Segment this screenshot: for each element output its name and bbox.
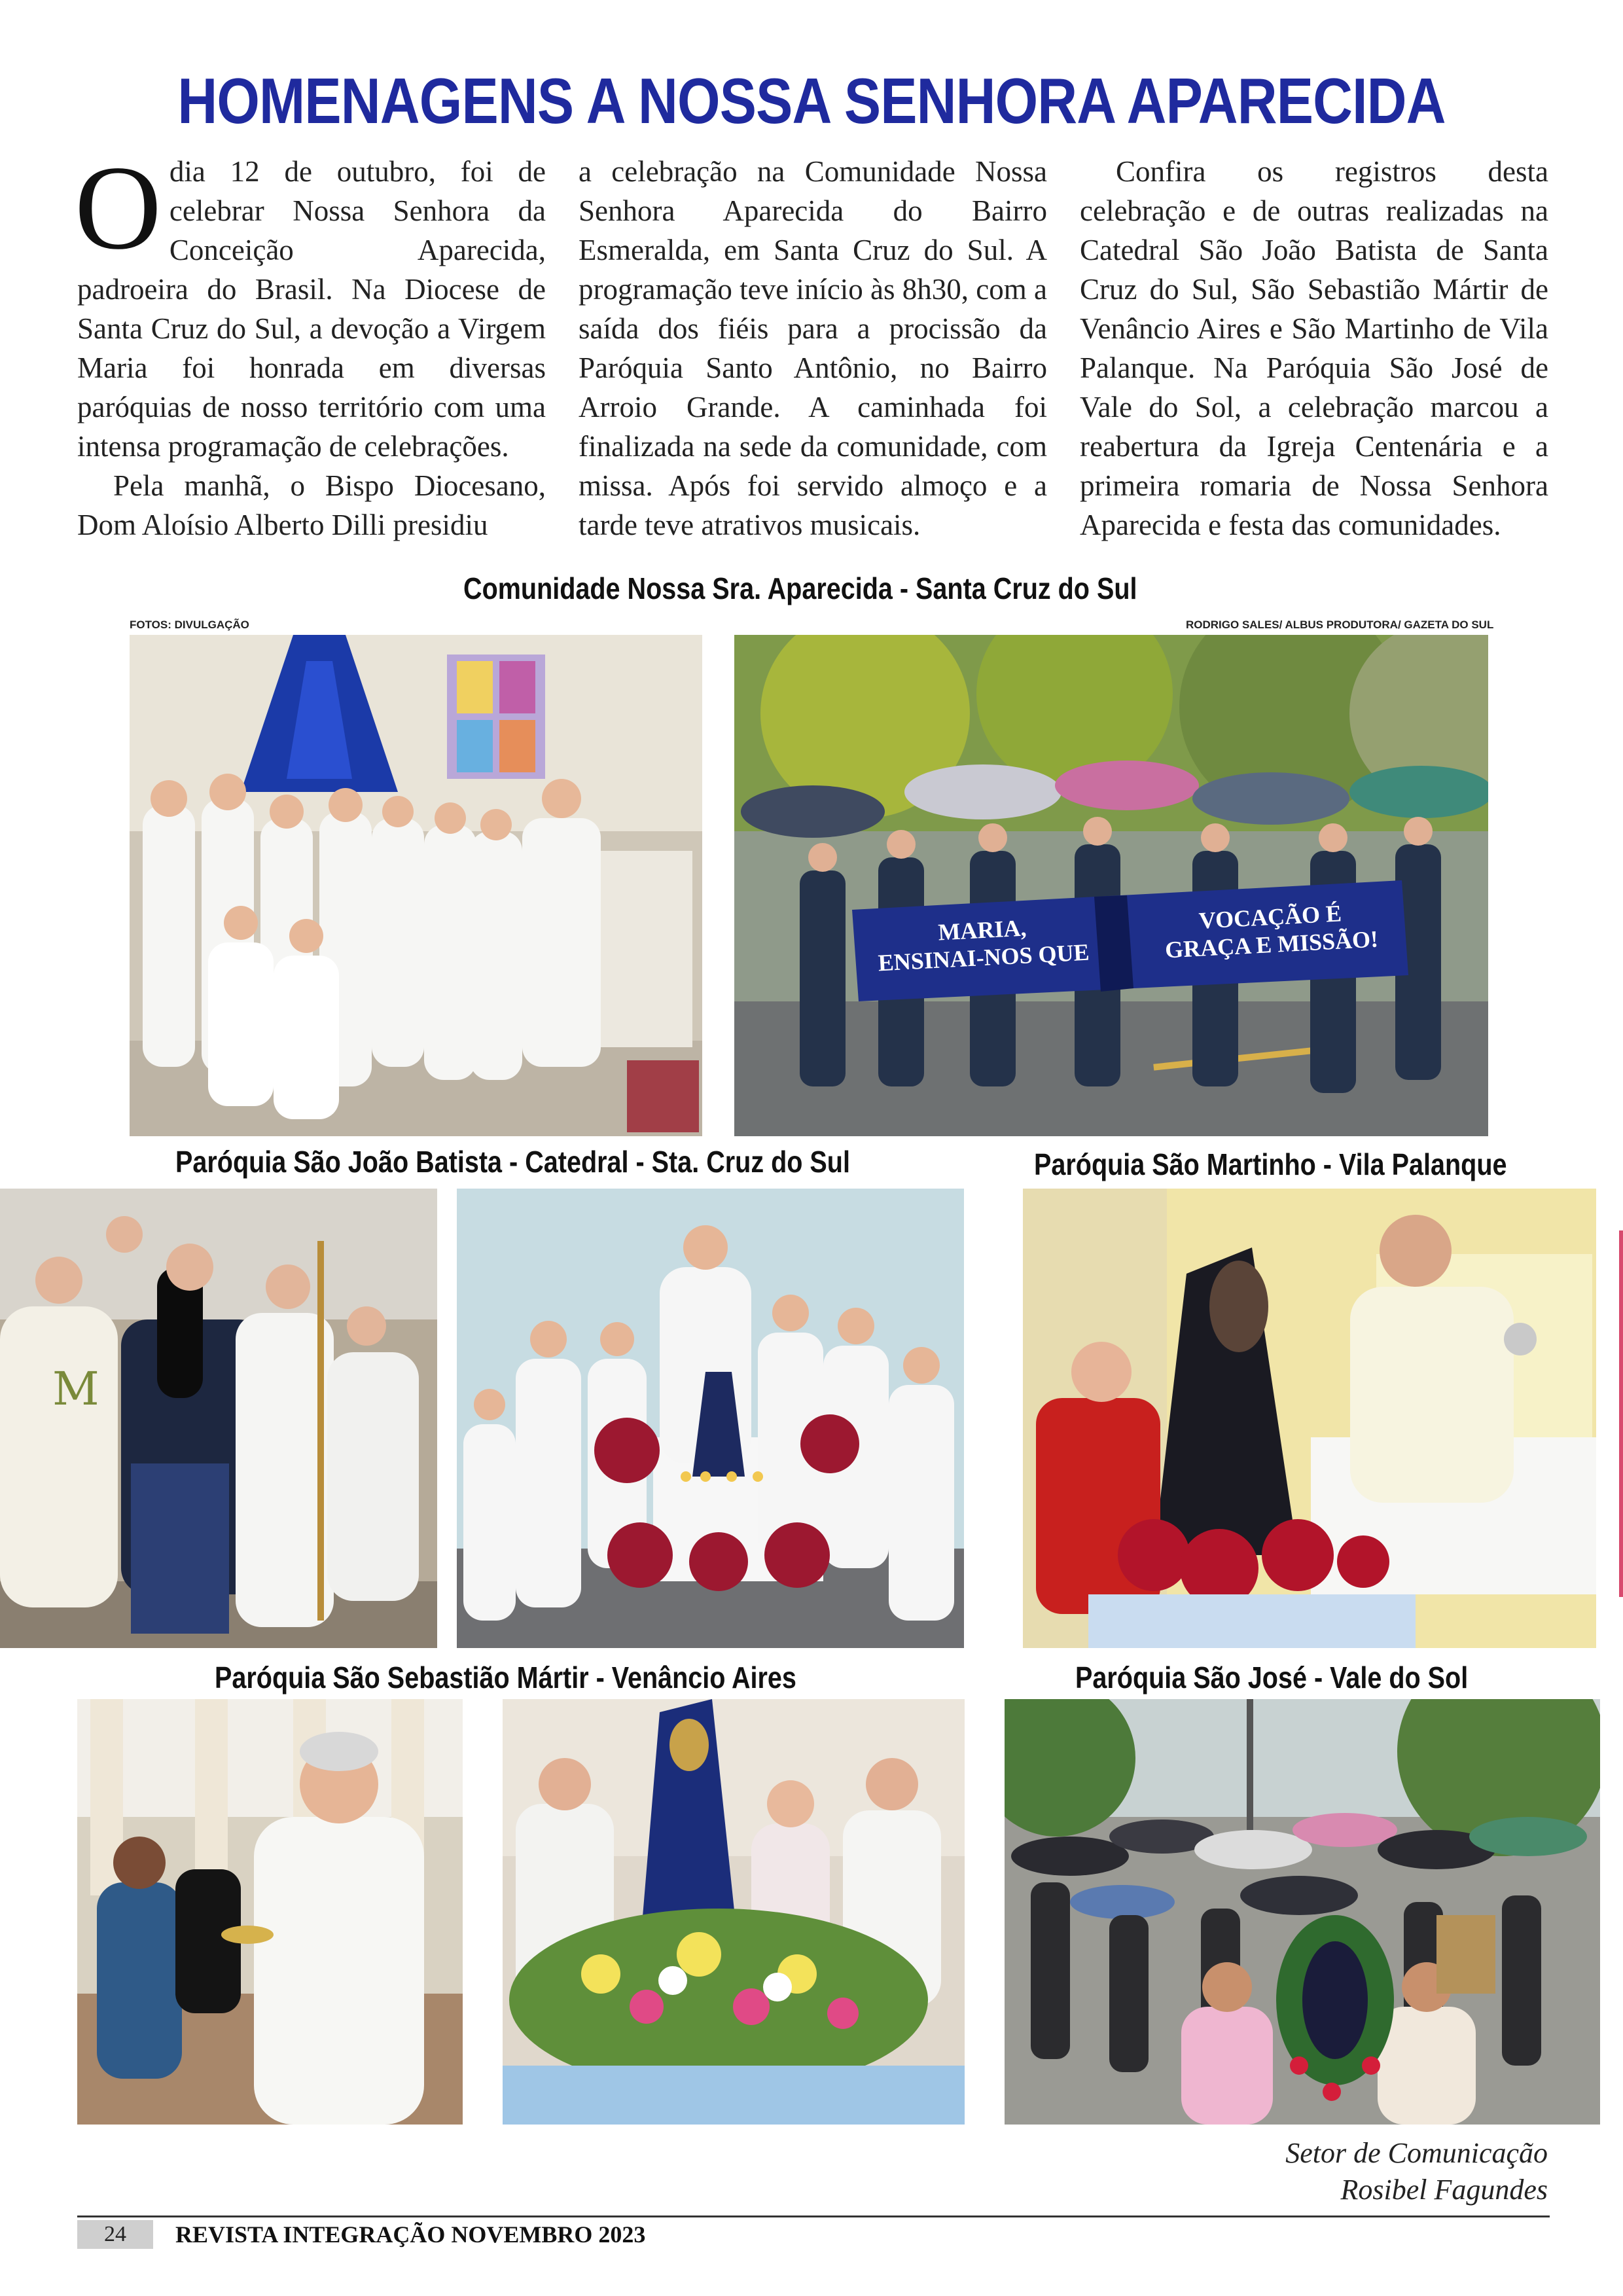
caption-sao-jose: Paróquia São José - Vale do Sol bbox=[1075, 1660, 1469, 1695]
drop-cap: O bbox=[75, 141, 162, 274]
photo-altar-servers-priest bbox=[457, 1189, 964, 1648]
photo-communion bbox=[77, 1699, 463, 2125]
banner-line: ENSINAI-NOS QUE bbox=[877, 939, 1090, 977]
photo-sao-martinho-mass bbox=[1023, 1189, 1596, 1648]
photo-credit-left: FOTOS: DIVULGAÇÃO bbox=[130, 619, 249, 631]
article-paragraph: dia 12 de outubro, foi de celebrar Nossa Senhora da Conceição Aparecida, padroeira do Brasil. Na Diocese de Santa Cruz do Sul, a devoção a Virgem Maria foi honrada em diversas paróquias de nosso território com uma intensa programação de celebrações. bbox=[77, 155, 546, 463]
photo-procession-banner bbox=[734, 635, 1488, 1136]
svg-text:M: M bbox=[52, 1362, 99, 1416]
banner-line: GRAÇA E MISSÃO! bbox=[1164, 925, 1379, 963]
signature-author: Rosibel Fagundes bbox=[1340, 2174, 1548, 2206]
caption-catedral: Paróquia São João Batista - Catedral - Sta. Cruz do Sul bbox=[175, 1145, 850, 1179]
photo-altar-servers-bishop bbox=[130, 635, 702, 1136]
signature-department: Setor de Comunicação bbox=[1285, 2137, 1548, 2169]
photo-catedral-group bbox=[0, 1189, 437, 1648]
caption-sao-sebastiao: Paróquia São Sebastião Mártir - Venâncio Aires bbox=[215, 1660, 796, 1695]
footer-divider bbox=[77, 2215, 1550, 2217]
article-paragraph: Confira os registros desta celebração e de outras realizadas na Catedral São João Batista de Santa Cruz do Sul, São Sebastião Mártir de Venâncio Aires e São Martinho de Vila Palanque. Na Paróquia São José de Vale do Sol, a celebração marcou a reabertura da Igreja Centenária e a primeira romaria de Nossa Senhora Aparecida e festa das comunidades. bbox=[1080, 155, 1548, 541]
author-signature bbox=[1285, 2135, 1548, 2208]
article-column-3 bbox=[1080, 152, 1548, 545]
banner-line: MARIA, bbox=[937, 914, 1027, 946]
page-number: 24 bbox=[77, 2220, 153, 2249]
banner-text-left bbox=[874, 910, 1092, 977]
article-paragraph: a celebração na Comunidade Nossa Senhora Aparecida do Bairro Esmeralda, em Santa Cruz do Sul. A programação teve início às 8h30, com a saída dos fiéis para a procissão da Paróquia Santo Antônio, no Bairro Arroio Grande. A caminhada foi finalizada na sede da comunidade, com missa. Após foi servido almoço e a tarde teve atrativos musicais. bbox=[579, 155, 1047, 541]
article-column-2 bbox=[579, 152, 1047, 545]
caption-comunidade-aparecida: Comunidade Nossa Sra. Aparecida - Santa Cruz do Sul bbox=[463, 571, 1137, 605]
photo-umbrella-procession bbox=[1005, 1699, 1600, 2125]
article-paragraph: Pela manhã, o Bispo Diocesano, Dom Aloísio Alberto Dilli presidiu bbox=[77, 469, 546, 541]
banner-line: VOCAÇÃO É bbox=[1198, 900, 1342, 934]
page-title: HOMENAGENS A NOSSA SENHORA APARECIDA bbox=[177, 65, 1446, 137]
magazine-title: REVISTA INTEGRAÇÃO NOVEMBRO 2023 bbox=[175, 2221, 646, 2248]
photo-flowers-statue bbox=[503, 1699, 965, 2125]
caption-sao-martinho: Paróquia São Martinho - Vila Palanque bbox=[1034, 1147, 1507, 1181]
photo-credit-right: RODRIGO SALES/ ALBUS PRODUTORA/ GAZETA DO SUL bbox=[1186, 619, 1494, 631]
accent-strip bbox=[1619, 1230, 1623, 1597]
article-column-1 bbox=[75, 141, 546, 545]
